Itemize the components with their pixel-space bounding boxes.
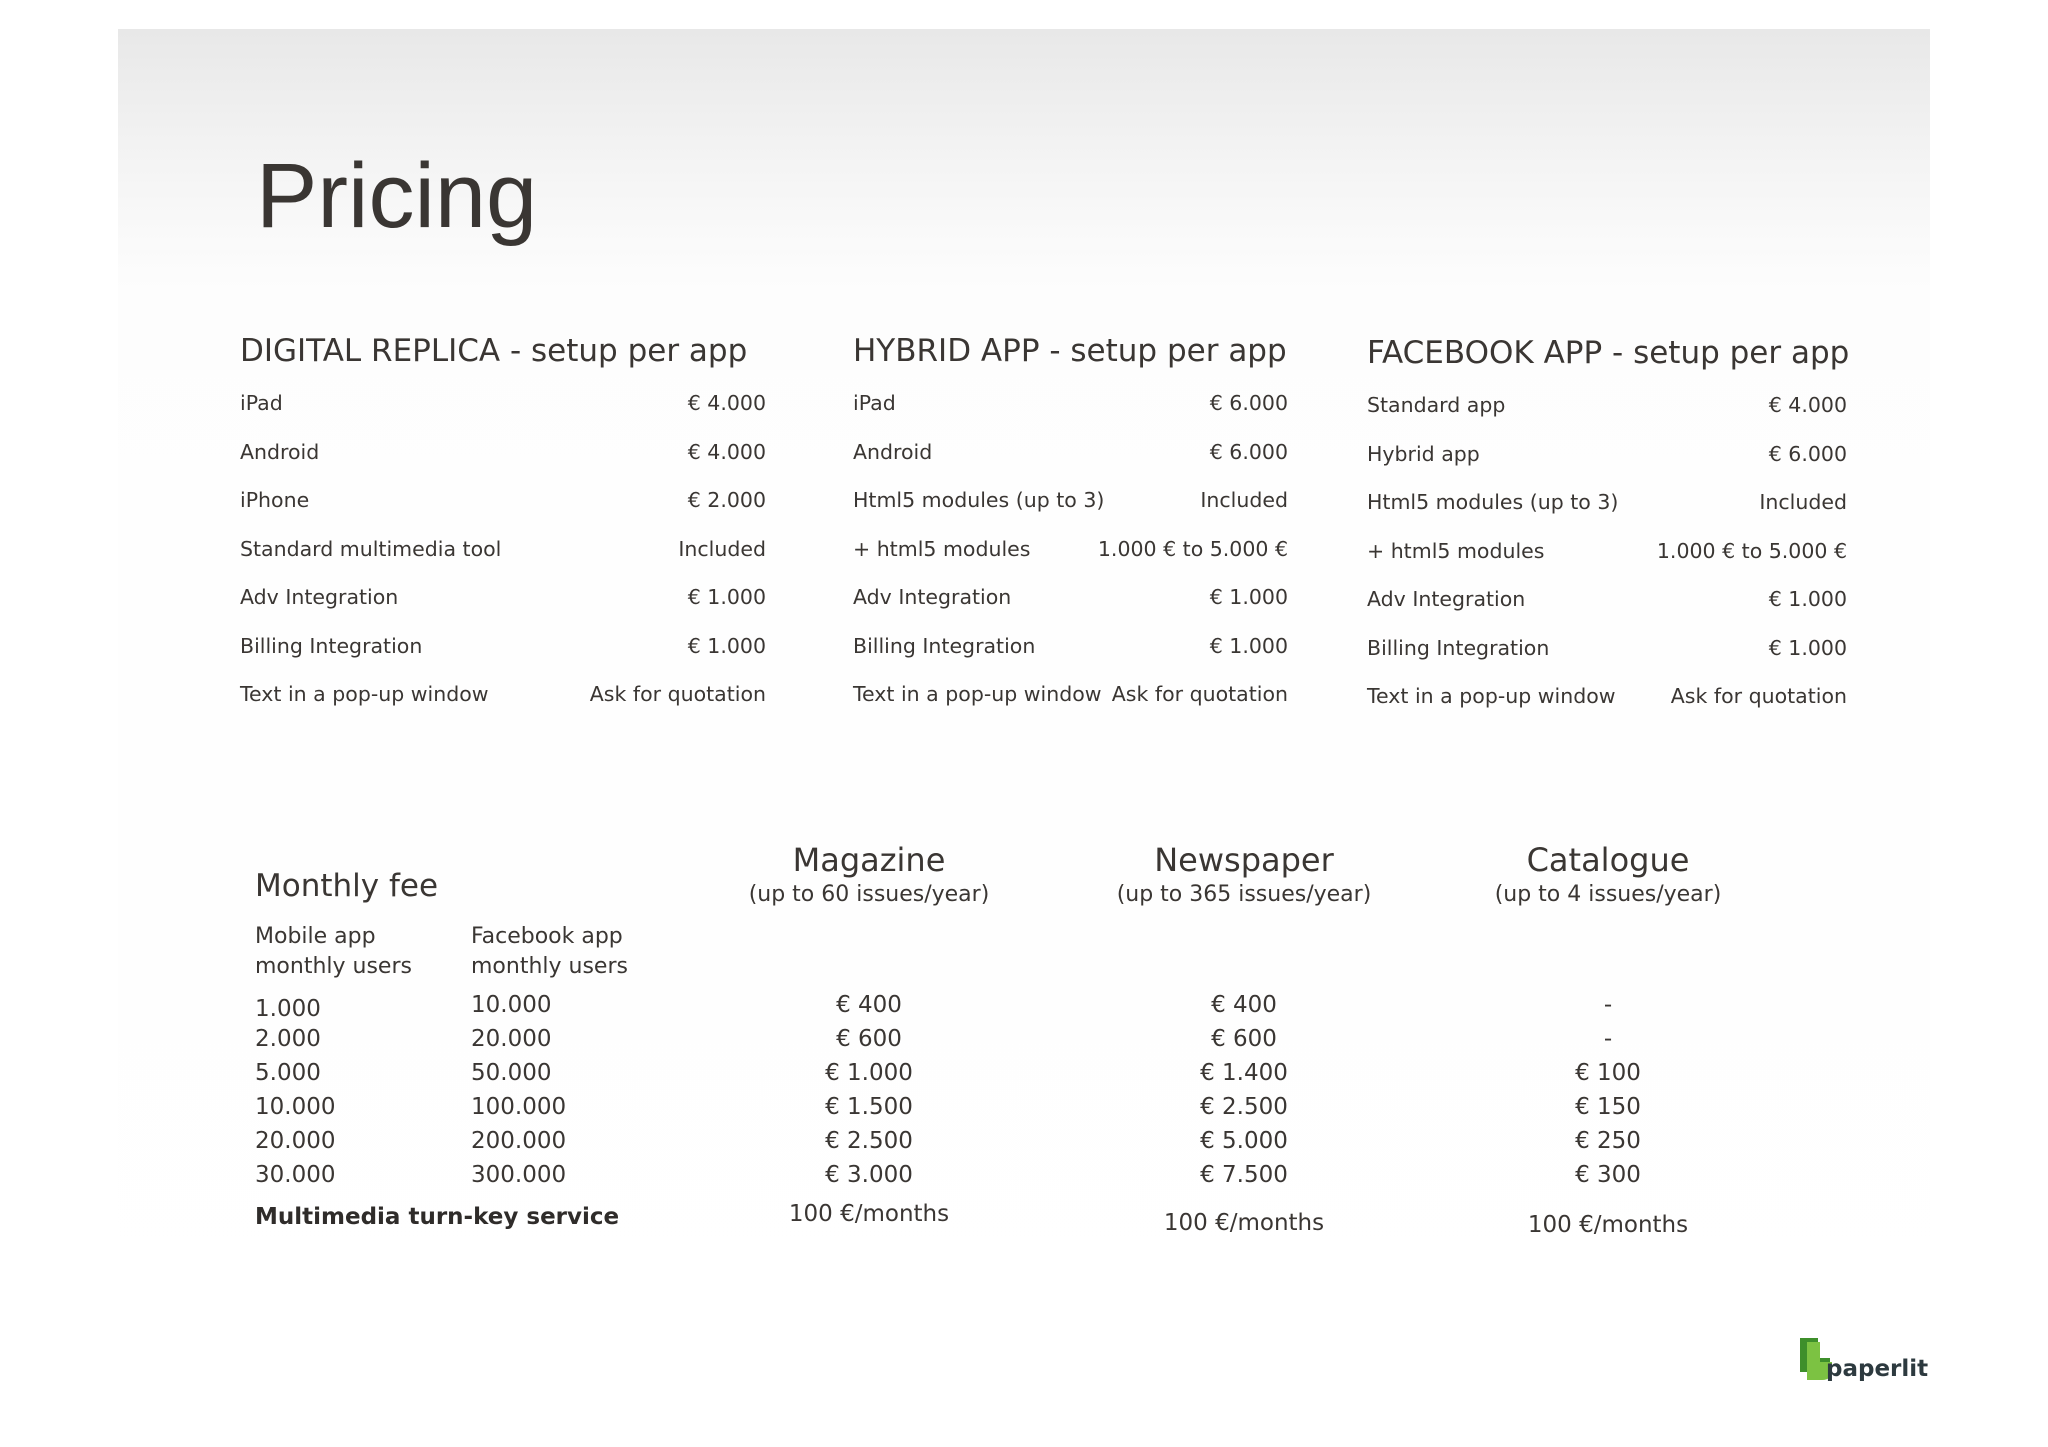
setup-row-label: Html5 modules (up to 3): [1367, 490, 1619, 515]
setup-row-value: 1.000 € to 5.000 €: [1656, 538, 1847, 563]
monthly-fee-title: Monthly fee: [255, 868, 439, 904]
setup-row-value: Included: [678, 536, 766, 561]
setup-row: [240, 525, 766, 574]
column-name: Magazine: [792, 841, 946, 879]
setup-row-value: Included: [1759, 490, 1847, 515]
setup-row: [853, 379, 1288, 428]
setup-row: [853, 573, 1288, 622]
magazine-price-cell: € 3.000: [825, 1162, 913, 1188]
setup-row-label: Text in a pop-up window: [853, 682, 1102, 707]
setup-row-label: Adv Integration: [853, 585, 1012, 610]
column-name: Catalogue: [1526, 841, 1690, 879]
newspaper-price-cell: € 400: [1211, 992, 1277, 1018]
catalogue-price-cell: € 250: [1575, 1128, 1641, 1154]
setup-row-label: iPad: [853, 391, 896, 416]
mobile-users-header: [255, 922, 412, 982]
setup-row-label: Android: [240, 439, 320, 464]
setup-row-label: Standard app: [1367, 393, 1506, 418]
catalogue-price-cell: € 100: [1575, 1060, 1641, 1086]
setup-row-value: 1.000 € to 5.000 €: [1097, 536, 1288, 561]
setup-row-value: € 6.000: [1768, 441, 1847, 466]
setup-row-value: Included: [1200, 488, 1288, 513]
setup-facebook-app: [1367, 329, 1850, 721]
column-subtitle: (up to 365 issues/year): [1116, 882, 1372, 907]
setup-row-label: iPhone: [240, 488, 310, 513]
mobile-users-cell: 20.000: [255, 1128, 336, 1154]
column-subtitle: (up to 60 issues/year): [748, 882, 990, 907]
magazine-price-cell: € 400: [836, 992, 902, 1018]
setup-row-value: Ask for quotation: [1111, 682, 1288, 707]
newspaper-price-cell: € 1.400: [1200, 1060, 1288, 1086]
setup-row: [853, 622, 1288, 671]
setup-row-label: Text in a pop-up window: [1367, 684, 1616, 709]
setup-row-label: Adv Integration: [240, 585, 399, 610]
setup-row: [853, 525, 1288, 574]
page-title: Pricing: [256, 145, 538, 247]
setup-row-label: + html5 modules: [1367, 538, 1545, 563]
setup-row-value: € 1.000: [1768, 587, 1847, 612]
facebook-users-cell: 200.000: [471, 1128, 567, 1154]
setup-row: [1367, 575, 1847, 624]
setup-row: [240, 670, 766, 719]
setup-row: [1367, 478, 1847, 527]
catalogue-price-cell: -: [1603, 992, 1613, 1018]
mobile-users-cell: 5.000: [255, 1060, 321, 1086]
setup-row-value: € 1.000: [1209, 633, 1288, 658]
setup-heading: HYBRID APP - setup per app: [853, 333, 1287, 369]
magazine-price-cell: € 1.500: [825, 1094, 913, 1120]
column-header-catalogue: [1458, 840, 1758, 910]
setup-row: [1367, 672, 1847, 721]
catalogue-price-cell: € 300: [1575, 1162, 1641, 1188]
mobile-users-cell: 2.000: [255, 1026, 321, 1052]
setup-row-value: € 6.000: [1209, 391, 1288, 416]
setup-row-value: € 1.000: [1209, 585, 1288, 610]
setup-row-value: € 4.000: [687, 439, 766, 464]
setup-heading: DIGITAL REPLICA - setup per app: [240, 333, 748, 369]
magazine-price-cell: € 1.000: [825, 1060, 913, 1086]
mobile-users-header-line2: monthly users: [255, 954, 412, 979]
facebook-users-header-line1: Facebook app: [471, 924, 623, 949]
turnkey-service-label: Multimedia turn-key service: [255, 1204, 620, 1230]
setup-row-label: Html5 modules (up to 3): [853, 488, 1105, 513]
setup-row-label: Android: [853, 439, 933, 464]
turnkey-newspaper-price: 100 €/months: [1163, 1210, 1325, 1236]
magazine-price-cell: € 2.500: [825, 1128, 913, 1154]
facebook-users-header-line2: monthly users: [471, 954, 628, 979]
logo-wordmark: paperlit: [1826, 1356, 1929, 1382]
setup-hybrid-app: [853, 327, 1288, 719]
turnkey-catalogue-price: 100 €/months: [1527, 1212, 1689, 1238]
setup-row-value: € 6.000: [1209, 439, 1288, 464]
column-header-newspaper: [1094, 840, 1394, 910]
facebook-users-cell: 20.000: [471, 1026, 552, 1052]
column-subtitle: (up to 4 issues/year): [1494, 882, 1722, 907]
setup-row: [240, 476, 766, 525]
setup-row-label: + html5 modules: [853, 536, 1031, 561]
setup-row: [240, 428, 766, 477]
setup-row-value: Ask for quotation: [589, 682, 766, 707]
setup-row-label: Billing Integration: [240, 633, 423, 658]
mobile-users-cell: 1.000: [255, 996, 321, 1022]
facebook-users-cell: 100.000: [471, 1094, 567, 1120]
setup-digital-replica: [240, 327, 766, 719]
setup-row: [1367, 381, 1847, 430]
setup-row-value: € 1.000: [687, 633, 766, 658]
newspaper-price-cell: € 5.000: [1200, 1128, 1288, 1154]
newspaper-price-cell: € 2.500: [1200, 1094, 1288, 1120]
setup-row-label: Text in a pop-up window: [240, 682, 489, 707]
setup-row: [853, 476, 1288, 525]
setup-row: [853, 428, 1288, 477]
mobile-users-cell: 30.000: [255, 1162, 336, 1188]
setup-row-label: Billing Integration: [1367, 635, 1550, 660]
setup-row-label: Hybrid app: [1367, 441, 1480, 466]
magazine-price-cell: € 600: [836, 1026, 902, 1052]
facebook-users-cell: 50.000: [471, 1060, 552, 1086]
setup-row-value: € 4.000: [1768, 393, 1847, 418]
facebook-users-cell: 300.000: [471, 1162, 567, 1188]
facebook-users-header: [471, 922, 628, 982]
newspaper-price-cell: € 7.500: [1200, 1162, 1288, 1188]
catalogue-price-cell: -: [1603, 1026, 1613, 1052]
setup-row-value: € 4.000: [687, 391, 766, 416]
setup-row-value: € 1.000: [687, 585, 766, 610]
column-header-magazine: [719, 840, 1019, 910]
mobile-users-cell: 10.000: [255, 1094, 336, 1120]
setup-heading: FACEBOOK APP - setup per app: [1367, 335, 1850, 371]
setup-row-label: Adv Integration: [1367, 587, 1526, 612]
setup-row: [240, 573, 766, 622]
turnkey-magazine-price: 100 €/months: [788, 1201, 950, 1227]
setup-row-value: Ask for quotation: [1670, 684, 1847, 709]
facebook-users-cell: 10.000: [471, 992, 552, 1018]
setup-row: [853, 670, 1288, 719]
setup-row-label: Billing Integration: [853, 633, 1036, 658]
catalogue-price-cell: € 150: [1575, 1094, 1641, 1120]
setup-row-value: € 2.000: [687, 488, 766, 513]
setup-row-label: Standard multimedia tool: [240, 536, 502, 561]
setup-row: [1367, 624, 1847, 673]
setup-row-label: iPad: [240, 391, 283, 416]
setup-row: [1367, 527, 1847, 576]
setup-row: [1367, 430, 1847, 479]
setup-row: [240, 379, 766, 428]
mobile-users-header-line1: Mobile app: [255, 924, 376, 949]
setup-row: [240, 622, 766, 671]
column-name: Newspaper: [1154, 841, 1334, 879]
newspaper-price-cell: € 600: [1211, 1026, 1277, 1052]
setup-row-value: € 1.000: [1768, 635, 1847, 660]
